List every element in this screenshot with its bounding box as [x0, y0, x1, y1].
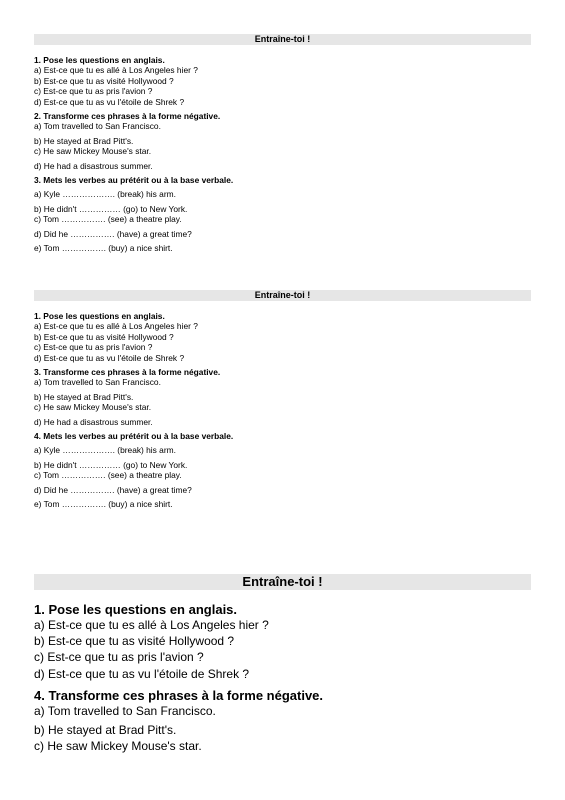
exercise-item: a) Est-ce que tu es allé à Los Angeles hier ?: [34, 618, 269, 632]
exercise-item: c) Est-ce que tu as pris l'avion ?: [34, 342, 153, 352]
exercise-item: c) He saw Mickey Mouse's star.: [34, 146, 152, 156]
exercise-item: d) Est-ce que tu as vu l'étoile de Shrek ?: [34, 352, 185, 363]
section-heading: 4. Mets les verbes au prétérit ou à la base verbale.: [34, 431, 234, 441]
section-heading: 1. Pose les questions en anglais.: [34, 602, 238, 617]
worksheet-title: Entraîne-toi !: [34, 34, 531, 45]
exercise-item: c) Tom ……………. (see) a theatre play.: [34, 470, 182, 480]
exercise-item: a) Tom travelled to San Francisco.: [34, 377, 161, 387]
exercise-item: b) Est-ce que tu as visité Hollywood ?: [34, 634, 235, 649]
exercise-item: c) He saw Mickey Mouse's star.: [34, 402, 152, 412]
worksheet-title: Entraîne-toi !: [34, 290, 531, 301]
exercise-item: a) Kyle ………………. (break) his arm.: [34, 445, 176, 455]
exercise-item: a) Tom travelled to San Francisco.: [34, 121, 161, 131]
section-heading: 3. Mets les verbes au prétérit ou à la base verbale.: [34, 175, 234, 185]
section-heading: 3. Transforme ces phrases à la forme négative.: [34, 367, 221, 377]
section-heading: 1. Pose les questions en anglais.: [34, 55, 165, 65]
exercise-item: d) He had a disastrous summer.: [34, 160, 153, 171]
exercise-item: d) He had a disastrous summer.: [34, 416, 153, 427]
exercise-item: b) He stayed at Brad Pitt's.: [34, 391, 134, 402]
exercise-item: d) Est-ce que tu as vu l'étoile de Shrek ?: [34, 666, 250, 681]
section-heading: 1. Pose les questions en anglais.: [34, 311, 165, 321]
exercise-item: d) Did he ……………. (have) a great time?: [34, 484, 192, 495]
exercise-item: b) He didn't …………… (go) to New York.: [34, 203, 188, 214]
exercise-item: c) He saw Mickey Mouse's star.: [34, 739, 202, 754]
worksheet-1: [34, 34, 531, 254]
section-heading: 2. Transforme ces phrases à la forme négative.: [34, 111, 221, 121]
exercise-item: a) Kyle ………………. (break) his arm.: [34, 189, 176, 199]
worksheet-2: [34, 290, 531, 510]
exercise-item: b) He didn't …………… (go) to New York.: [34, 459, 188, 470]
exercise-item: a) Tom travelled to San Francisco.: [34, 703, 216, 718]
exercise-item: c) Est-ce que tu as pris l'avion ?: [34, 86, 153, 96]
exercise-item: d) Did he ……………. (have) a great time?: [34, 228, 192, 239]
exercise-item: c) Tom ……………. (see) a theatre play.: [34, 214, 182, 224]
exercise-item: e) Tom ……………. (buy) a nice shirt.: [34, 499, 173, 509]
exercise-item: a) Est-ce que tu es allé à Los Angeles hier ?: [34, 65, 198, 75]
exercise-item: b) He stayed at Brad Pitt's.: [34, 723, 177, 738]
exercise-item: c) Est-ce que tu as pris l'avion ?: [34, 650, 204, 665]
exercise-item: a) Est-ce que tu es allé à Los Angeles hier ?: [34, 321, 198, 331]
worksheet-title: Entraîne-toi !: [34, 574, 531, 590]
exercise-item: d) Est-ce que tu as vu l'étoile de Shrek ?: [34, 96, 185, 107]
exercise-item: b) Est-ce que tu as visité Hollywood ?: [34, 331, 174, 342]
exercise-item: e) Tom ……………. (buy) a nice shirt.: [34, 243, 173, 253]
exercise-item: b) He stayed at Brad Pitt's.: [34, 135, 134, 146]
worksheet-3: [34, 574, 531, 754]
exercise-item: b) Est-ce que tu as visité Hollywood ?: [34, 75, 174, 86]
section-heading: 4. Transforme ces phrases à la forme négative.: [34, 687, 324, 703]
